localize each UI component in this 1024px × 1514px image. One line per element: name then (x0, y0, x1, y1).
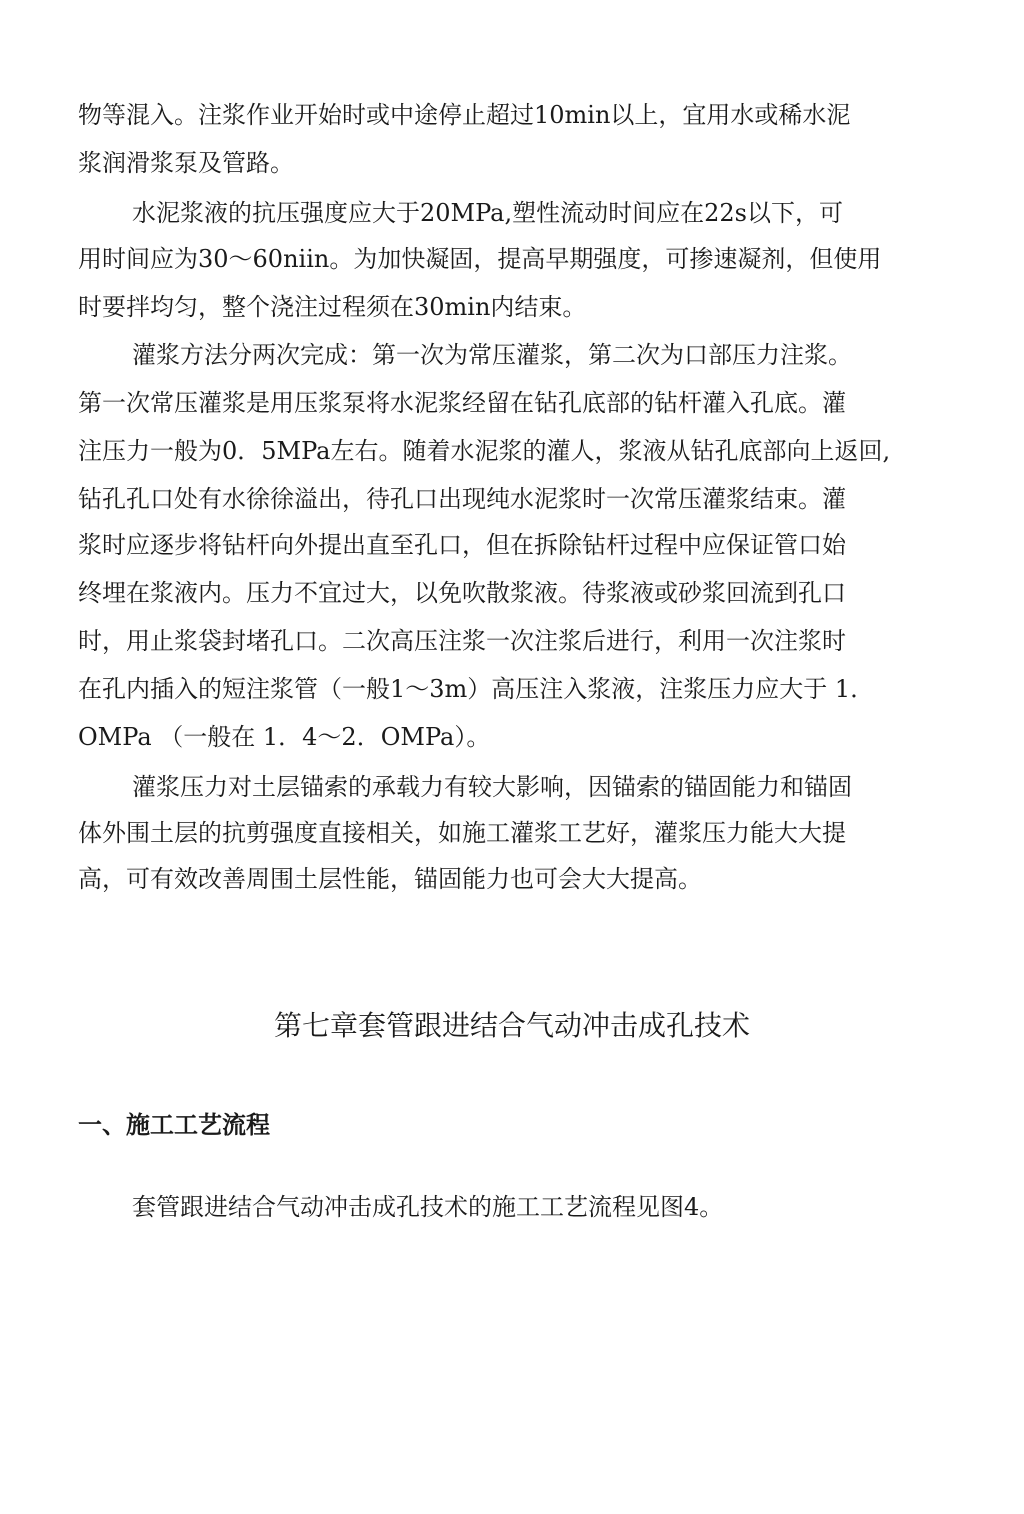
paragraph-line: 水泥浆液的抗压强度应大于20MPa,塑性流动时间应在22s以下，可 (132, 199, 843, 227)
paragraph-line: 体外围土层的抗剪强度直接相关，如施工灌浆工艺好，灌浆压力能大大提 (78, 819, 846, 847)
paragraph-line: 时，用止浆袋封堵孔口。二次高压注浆一次注浆后进行，利用一次注浆时 (78, 627, 846, 655)
paragraph-line: 浆润滑浆泵及管路。 (78, 149, 294, 177)
paragraph-line: 第一次常压灌浆是用压浆泵将水泥浆经留在钻孔底部的钻杆灌入孔底。灌 (78, 389, 846, 417)
paragraph-line: 浆时应逐步将钻杆向外提出直至孔口，但在拆除钻杆过程中应保证管口始 (78, 531, 846, 559)
paragraph-line: 灌浆压力对土层锚索的承载力有较大影响，因锚索的锚固能力和锚固 (132, 773, 852, 801)
chapter-title: 第七章套管跟进结合气动冲击成孔技术 (273, 1009, 750, 1042)
paragraph-line: 用时间应为30～60niin。为加快凝固，提高早期强度，可掺速凝剂，但使用 (78, 245, 882, 273)
paragraph-line: 钻孔孔口处有水徐徐溢出，待孔口出现纯水泥浆时一次常压灌浆结束。灌 (78, 485, 846, 513)
paragraph-line: 终埋在浆液内。压力不宜过大，以免吹散浆液。待浆液或砂浆回流到孔口 (78, 579, 846, 607)
paragraph-line: 物等混入。注浆作业开始时或中途停止超过10min以上，宜用水或稀水泥 (78, 101, 851, 129)
paragraph-line: 注压力一般为0．5MPa左右。随着水泥浆的灌人，浆液从钻孔底部向上返回, (78, 437, 891, 465)
paragraph-line: 高，可有效改善周围土层性能，锚固能力也可会大大提高。 (78, 865, 702, 893)
paragraph-line: 在孔内插入的短注浆管（一般1～3m）高压注入浆液，注浆压力应大于 1． (78, 675, 875, 703)
section-body-text: 套管跟进结合气动冲击成孔技术的施工工艺流程见图4。 (132, 1193, 724, 1221)
section-heading: 一、施工工艺流程 (78, 1110, 270, 1139)
paragraph-line: OMPa （一般在 1．4～2．OMPa）。 (78, 723, 491, 751)
paragraph-line: 灌浆方法分两次完成：第一次为常压灌浆，第二次为口部压力注浆。 (132, 341, 852, 369)
paragraph-line: 时要拌均匀，整个浇注过程须在30min内结束。 (78, 293, 587, 321)
